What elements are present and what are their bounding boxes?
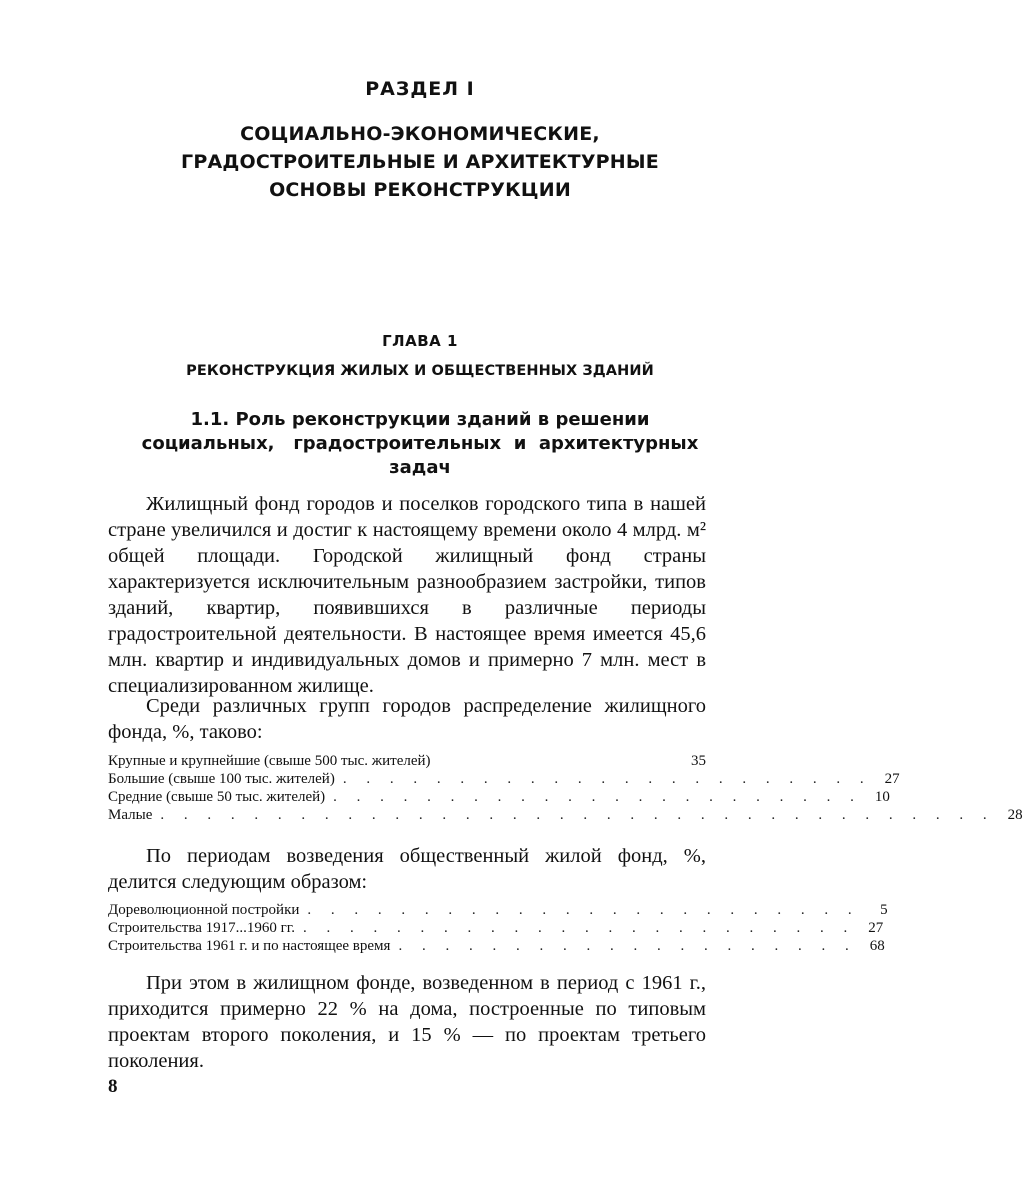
paragraph-city-groups-intro: Среди различных групп городов распределение жилищного фонда, %, таково: xyxy=(108,695,706,743)
leader-dots: . . . . . . . . . . . . . . . . . . . . xyxy=(398,938,857,954)
row-label: Строительства 1917...1960 гг. xyxy=(108,920,295,936)
paragraph-periods-intro: По периодам возведения общественный жилой фонд, %, делится следующим образом: xyxy=(108,845,706,893)
section-title-line: ГРАДОСТРОИТЕЛЬНЫЕ И АРХИТЕКТУРНЫЕ xyxy=(181,151,659,173)
table-row xyxy=(108,770,900,788)
row-value: 5 xyxy=(880,902,888,918)
chapter-label: ГЛАВА 1 xyxy=(382,332,458,350)
construction-periods-table xyxy=(108,901,888,955)
city-groups-table xyxy=(108,752,1023,824)
row-value: 28 xyxy=(1007,807,1023,823)
leader-dots: . . . . . . . . . . . . . . . . . . . . . . . xyxy=(333,789,862,805)
table-row xyxy=(108,937,885,955)
row-value: 68 xyxy=(869,938,885,954)
leader-dots: . . . . . . . . . . . . . . . . . . . . . . . xyxy=(342,771,872,787)
row-label: Дореволюционной постройки xyxy=(108,902,300,918)
chapter-title: РЕКОНСТРУКЦИЯ ЖИЛЫХ И ОБЩЕСТВЕННЫХ ЗДАНИЙ xyxy=(186,363,654,379)
row-value: 27 xyxy=(884,771,900,787)
table-row xyxy=(108,806,1023,824)
leader-dots: . . . . . . . . . . . . . . . . . . . . . . . . xyxy=(302,920,856,936)
section-title xyxy=(150,120,690,204)
section-label: РАЗДЕЛ I xyxy=(365,78,475,100)
row-label: Средние (свыше 50 тыс. жителей) xyxy=(108,789,326,805)
table-row xyxy=(108,919,884,937)
leader-dots: . . . . . . . . . . . . . . . . . . . . . . . . . . . . . . . . . . . . xyxy=(160,807,995,823)
section-title-line: СОЦИАЛЬНО-ЭКОНОМИЧЕСКИЕ, xyxy=(240,123,600,145)
subsection-title-line: задач xyxy=(389,457,451,478)
row-value: 27 xyxy=(868,920,884,936)
page-number: 8 xyxy=(108,1076,118,1097)
table-row xyxy=(108,788,890,806)
paragraph-generations: При этом в жилищном фонде, возведенном в период с 1961 г., приходится примерно 22 % на дома, построенные по типовым проектам второго поколения, и 15 % — по проектам третьего поколения. xyxy=(108,972,706,1072)
section-title-line: ОСНОВЫ РЕКОНСТРУКЦИИ xyxy=(269,179,571,201)
leader-dots: . . . . . . . . . . . . . . . . . . . . . . . . xyxy=(307,902,860,918)
row-value: 10 xyxy=(874,789,890,805)
table-row xyxy=(108,752,706,770)
row-value: 35 xyxy=(691,753,706,769)
subsection-title xyxy=(130,408,710,480)
table-row xyxy=(108,901,888,919)
row-label: Большие (свыше 100 тыс. жителей) xyxy=(108,771,335,787)
subsection-title-line: 1.1. Роль реконструкции зданий в решении xyxy=(190,409,650,430)
row-label: Малые xyxy=(108,807,153,823)
row-label: Крупные и крупнейшие (свыше 500 тыс. жителей) xyxy=(108,753,431,769)
paragraph-housing-stock: Жилищный фонд городов и поселков городского типа в нашей стране увеличился и достиг к настоящему времени около 4 млрд. м² общей площади. Городской жилищный фонд страны характеризуется исключительным разнообразием застройки, типов зданий, квартир, появившихся в различные периоды градостроительной деятельности. В настоящее время имеется 45,6 млн. квартир и индивидуальных домов и примерно 7 млн. мест в специализированном жилище. xyxy=(108,493,706,697)
row-label: Строительства 1961 г. и по настоящее время xyxy=(108,938,391,954)
subsection-title-line: социальных, градостроительных и архитектурных xyxy=(141,433,699,454)
